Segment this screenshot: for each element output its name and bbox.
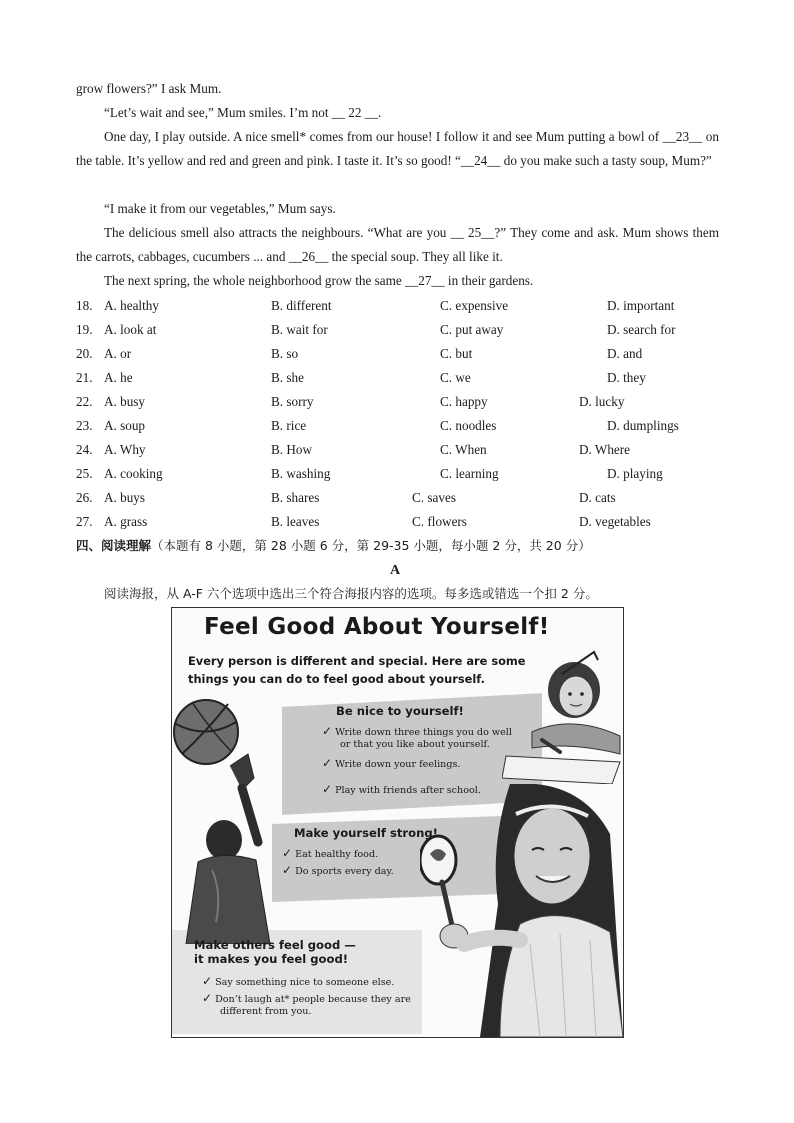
question-number: 25. — [76, 466, 93, 481]
poster-section-heading: Make yourself strong! — [294, 826, 438, 840]
option-c: C. expensive — [440, 298, 509, 313]
passage-paragraph: The next spring, the whole neighborhood grow the same __27__ in their gardens. — [104, 273, 534, 288]
check-icon: ✓ — [322, 724, 333, 738]
poster-item: different from you. — [220, 1006, 312, 1017]
option-b: B. so — [271, 346, 299, 361]
poster-intro: Every person is different and special. Here are some things you can do to feel good about yourself. — [188, 654, 526, 686]
check-icon: ✓ — [282, 863, 293, 877]
option-d: D. and — [607, 346, 643, 361]
option-c: C. learning — [440, 466, 499, 481]
option-d: D. lucky — [579, 394, 625, 409]
check-icon: ✓ — [202, 974, 213, 988]
option-d: D. they — [607, 370, 646, 385]
instruction-text: 阅读海报，从 A-F 六个选项中选出三个符合海报内容的选项。每多选或错选一个扣 2 分。 — [104, 586, 598, 601]
check-icon: ✓ — [322, 782, 333, 796]
poster-item: ✓ Write down your feelings. — [322, 756, 461, 770]
question-number: 24. — [76, 442, 93, 457]
option-c: C. but — [440, 346, 473, 361]
option-c: C. When — [440, 442, 487, 457]
option-d: D. playing — [607, 466, 663, 481]
poster-section-heading: Be nice to yourself! — [336, 704, 464, 718]
passage-paragraph: “Let’s wait and see,” Mum smiles. I’m not __ 22 __. — [104, 105, 382, 120]
poster-item: ✓ Write down three things you do well — [322, 724, 512, 738]
poster-item: ✓ Do sports every day. — [282, 863, 394, 877]
option-a: A. grass — [104, 514, 148, 529]
poster-item: ✓ Say something nice to someone else. — [202, 974, 395, 988]
option-b: B. shares — [271, 490, 320, 505]
question-row — [76, 366, 736, 390]
question-row — [76, 318, 736, 342]
question-number: 19. — [76, 322, 93, 337]
option-b: B. she — [271, 370, 304, 385]
option-b: B. wait for — [271, 322, 328, 337]
check-icon: ✓ — [282, 846, 293, 860]
poster-section-heading: Make others feel good — — [194, 938, 356, 952]
question-row — [76, 390, 736, 414]
section-note: （本题有 8 小题，第 28 小题 6 分，第 29-35 小题，每小题 2 分，共 20 分） — [151, 538, 591, 553]
option-a: A. he — [104, 370, 133, 385]
passage-line: grow flowers?” I ask Mum. — [76, 81, 222, 96]
question-row — [76, 438, 736, 462]
poster-item: ✓ Don’t laugh at* people because they are — [202, 991, 411, 1005]
question-row — [76, 462, 736, 486]
option-c: C. saves — [412, 490, 456, 505]
poster-title: Feel Good About Yourself! — [204, 614, 550, 640]
option-c: C. noodles — [440, 418, 497, 433]
question-number: 21. — [76, 370, 93, 385]
option-d: D. dumplings — [607, 418, 679, 433]
option-d: D. cats — [579, 490, 616, 505]
question-number: 27. — [76, 514, 93, 529]
poster-item: ✓ Eat healthy food. — [282, 846, 379, 860]
check-icon: ✓ — [322, 756, 333, 770]
option-c: C. we — [440, 370, 471, 385]
option-d: D. Where — [579, 442, 631, 457]
girl-mirror-illustration — [420, 784, 623, 1037]
option-d: D. search for — [607, 322, 676, 337]
option-a: A. Why — [104, 442, 146, 457]
question-row — [76, 414, 736, 438]
option-c: C. happy — [440, 394, 488, 409]
section-title: 四、阅读理解 — [76, 538, 152, 553]
option-a: A. busy — [104, 394, 146, 409]
question-number: 20. — [76, 346, 93, 361]
option-b: B. rice — [271, 418, 307, 433]
check-icon: ✓ — [202, 991, 213, 1005]
passage-paragraph: One day, I play outside. A nice smell* comes from our house! I follow it and see Mum putting a bowl of __23__ on the table. It’s yellow and red and green and pink. I taste it. It’s so good! “__24__ do you make such a tasty soup, Mum?” — [76, 129, 719, 168]
option-c: C. flowers — [412, 514, 467, 529]
option-b: B. leaves — [271, 514, 320, 529]
option-b: B. different — [271, 298, 332, 313]
question-row — [76, 294, 736, 318]
part-label: A — [390, 563, 401, 578]
passage-paragraph: “I make it from our vegetables,” Mum says. — [104, 201, 336, 216]
question-number: 23. — [76, 418, 93, 433]
section-heading — [76, 534, 591, 558]
option-a: A. or — [104, 346, 132, 361]
poster-item: or that you like about yourself. — [340, 739, 490, 750]
option-a: A. cooking — [104, 466, 163, 481]
option-c: C. put away — [440, 322, 504, 337]
poster-section-heading: it makes you feel good! — [194, 952, 349, 966]
option-a: A. look at — [104, 322, 157, 337]
option-a: A. soup — [104, 418, 146, 433]
passage-paragraph: The delicious smell also attracts the neighbours. “What are you __ 25__?” They come and ask. Mum shows them the carrots, cabbages, cucumbers ... and __26__ the special soup. They all like it. — [76, 225, 719, 264]
option-b: B. sorry — [271, 394, 314, 409]
option-a: A. healthy — [104, 298, 159, 313]
poster-item: ✓ Play with friends after school. — [322, 782, 481, 796]
question-row — [76, 486, 736, 510]
option-a: A. buys — [104, 490, 146, 505]
basketball-boy-illustration — [172, 692, 282, 944]
option-b: B. How — [271, 442, 313, 457]
option-b: B. washing — [271, 466, 331, 481]
question-number: 26. — [76, 490, 93, 505]
question-row — [76, 342, 736, 366]
option-d: D. important — [607, 298, 675, 313]
question-number: 18. — [76, 298, 93, 313]
question-row — [76, 510, 736, 534]
question-number: 22. — [76, 394, 93, 409]
poster — [171, 607, 624, 1038]
option-d: D. vegetables — [579, 514, 651, 529]
